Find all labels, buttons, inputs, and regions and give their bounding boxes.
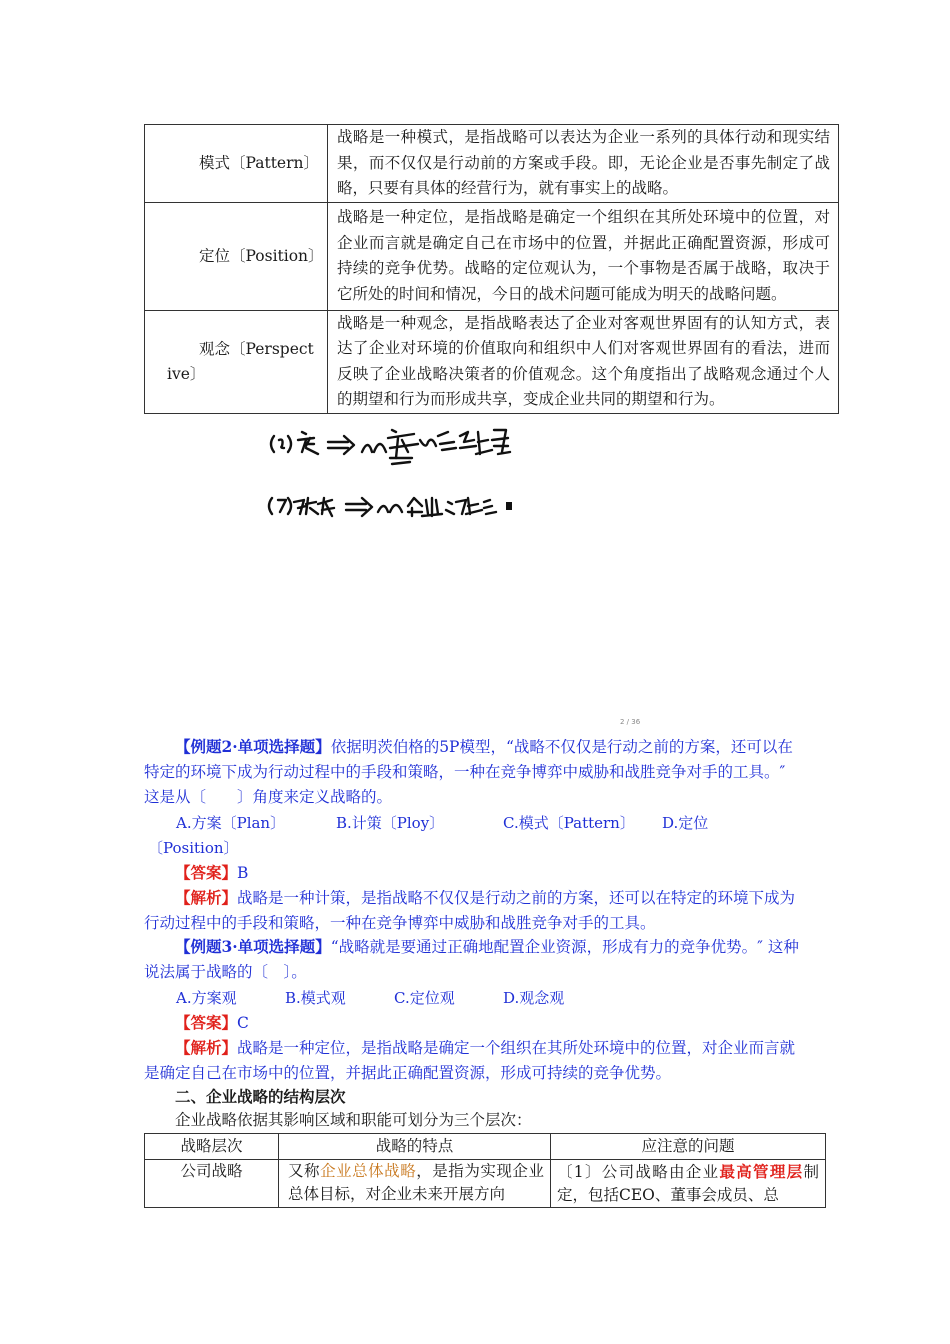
issue-cell [551,1160,826,1208]
option-b: B.模式观 [285,989,346,1007]
answer-2 [144,860,804,886]
row-description: 战略是一种定位，是指战略是确定一个组织在其所处环境中的位置，对企业而言就是确定自己在市场中的位置，并据此正确配置资源，形成可持续的竞争优势。战略的定位观认为，一个事物是否属于战略，取决于它所处的时间和情况，今日的战术问题可能成为明天的战略问题。 [328,202,839,310]
option-b: B.计策〔Ploy〕 [336,814,445,832]
level-cell: 公司战略 [145,1160,279,1208]
option-d-cont: 〔Position〕 [148,839,239,857]
row-description: 战略是一种模式，是指战略可以表达为企业一系列的具体行动和现实结果，而不仅仅是行动前的方案或手段。即，无论企业是否事先制定了战略，只要有具体的经营行为，就有事实上的战略。 [328,125,839,203]
question-2 [144,734,804,810]
analysis-2 [144,885,804,936]
table-row [145,125,839,203]
strategy-5p-table [144,124,839,414]
column-header: 战略的特点 [279,1134,551,1160]
answer-value: C [237,1014,249,1032]
column-header: 战略层次 [145,1134,279,1160]
section-intro: 企业战略依据其影响区域和职能可划分为三个层次： [175,1111,532,1129]
question-tag: 【例题2·单项选择题】 [175,737,331,756]
option-a: A.方案观 [176,989,237,1007]
row-label: 模式〔Pattern〕 [145,125,328,203]
analysis-text: 战略是一种定位，是指战略是确定一个组织在其所处环境中的位置，对企业而言就是确定自己在市场中的位置，并据此正确配置资源，形成可持续的竞争优势。 [144,1039,796,1082]
strategy-levels-table [144,1133,826,1208]
option-d: D.定位 [662,814,709,832]
answer-tag: 【答案】 [175,1013,238,1032]
question-tag: 【例题3·单项选择题】 [175,937,331,956]
answer-value: B [237,864,249,882]
issue-highlight: 最高管理层 [719,1162,804,1181]
row-description: 战略是一种观念，是指战略表达了企业对客观世界固有的认知方式，表达了企业对环境的价值取向和组织中人们对客观世界固有的看法，进而反映了企业战略决策者的价值观念。这个角度指出了战略观念通过个人的期望和行为而形成共享，变成企业共同的期望和行为。 [328,310,839,413]
column-header: 应注意的问题 [551,1134,826,1160]
table-header-row [145,1134,826,1160]
section-heading: 二、企业战略的结构层次 [175,1087,346,1106]
option-c: C.定位观 [394,989,455,1007]
table-row [145,310,839,413]
issue-text: 制定，包括CEO、董事会成员、总 [557,1163,819,1204]
table-row [145,1160,826,1208]
row-label: 观念〔Perspective〕 [145,310,328,413]
feature-highlight: 企业总体战略 [320,1162,417,1180]
option-c: C.模式〔Pattern〕 [503,814,635,832]
analysis-tag: 【解析】 [175,888,238,907]
handwritten-note-image [262,418,522,518]
question-3 [144,934,804,985]
option-d: D.观念观 [503,989,565,1007]
analysis-3 [144,1035,804,1086]
issue-text: 〔1〕公司战略由企业 [557,1163,720,1181]
answer-tag: 【答案】 [175,863,238,882]
analysis-tag: 【解析】 [175,1038,238,1057]
analysis-text: 战略是一种计策，是指战略不仅仅是行动之前的方案，还可以在特定的环境下成为行动过程中的手段和策略，一种在竞争博弈中威胁和战胜竞争对手的工具。 [144,889,796,932]
option-a: A.方案〔Plan〕 [176,814,286,832]
question-stem: 依据明茨伯格的5P模型，“战略不仅仅是行动之前的方案，还可以在特定的环境下成为行动过程中的手段和策略，一种在竞争博弈中威胁和战胜竞争对手的工具。″ 这是从〔 〕角度来定义战略的。 [144,738,793,806]
feature-text: 又称 [288,1162,321,1180]
feature-cell [279,1160,551,1208]
question-stem: “战略就是要通过正确地配置企业资源，形成有力的竞争优势。″ 这种说法属于战略的〔 〕。 [144,938,799,981]
page-number: 2 / 36 [620,718,641,726]
table-row [145,202,839,310]
answer-3 [144,1010,804,1036]
row-label: 定位〔Position〕 [145,202,328,310]
feature-text: ，是指为实现企业总体目标，对企业未来开展方向 [288,1162,544,1203]
